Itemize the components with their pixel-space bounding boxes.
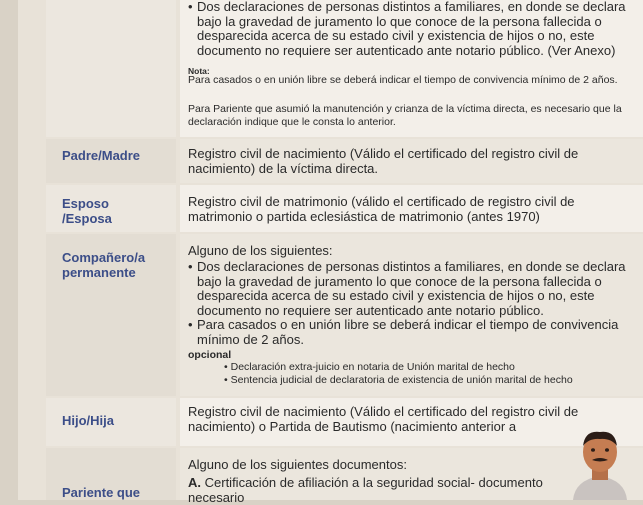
row-label: Hijo/Hija	[46, 398, 176, 446]
requirements-cell	[180, 0, 643, 137]
table-row-companero-permanente	[46, 234, 643, 396]
table-row-pariente	[46, 448, 643, 505]
list-item: • Sentencia judicial de declaratoria de existencia de unión marital de hecho	[224, 374, 573, 386]
note-text-2: Para Pariente que asumió la manutención y crianza de la víctima directa, es necesario que la declaración indique que le consta lo anterior.	[188, 103, 622, 128]
requirements-cell: Registro civil de nacimiento (Válido el certificado del registro civil de nacimiento) o Partida de Bautismo (nacimiento anterior a	[180, 398, 643, 446]
note-text-1: Para casados o en unión libre se deberá indicar el tiempo de convivencia mínimo de 2 años.	[188, 74, 618, 86]
requirements-cell: Alguno de los siguientes documentos: A. Certificación de afiliación a la seguridad social- documento necesario	[180, 448, 643, 500]
list-item: • Declaración extra-juicio en notaria de Unión marital de hecho	[224, 361, 515, 373]
requirements-cell: Registro civil de nacimiento (Válido el certificado del registro civil de nacimiento) de la víctima directa.	[180, 139, 643, 183]
requirements-cell	[180, 234, 643, 396]
list-item: • Dos declaraciones de personas distintos a familiares, en donde se declara bajo la gravedad de juramento lo que conoce de la persona fallecida o desparecida acerca de su estado civil y existencia de hijos o no, este documento no requiere ser autenticado ante notario público.	[188, 259, 626, 318]
table-row-padre-madre	[46, 139, 643, 183]
declaration-bullet-text: Dos declaraciones de personas distintos a familiares, en donde se declara bajo la gravedad de juramento lo que conoce de la persona fallecida o desparecida acerca de su estado civil y existencia de hijos o no, este documento no requiere ser autenticado ante notario público. (Ver Anexo)	[197, 0, 626, 58]
list-item: A. Certificación de afiliación a la seguridad social- documento necesario	[188, 475, 543, 505]
table-row-hijo-hija	[46, 398, 643, 446]
row-label-empty	[46, 0, 176, 137]
table-row-esposo-esposa	[46, 185, 643, 232]
note-title: Nota:	[188, 66, 210, 76]
table-row-continuation	[46, 0, 643, 137]
row-label: Padre/Madre	[46, 139, 176, 183]
man-illustration	[565, 430, 635, 500]
list-item: • Dos declaraciones de personas distintos a familiares, en donde se declara bajo la gravedad de juramento lo que conoce de la persona fallecida o desparecida acerca de su estado civil y existencia de hijos o no, este documento no requiere ser autenticado ante notario público. (Ver Anexo)	[188, 0, 626, 58]
document-page	[18, 0, 643, 505]
cell-intro: Alguno de los siguientes:	[188, 243, 333, 258]
row-label: Pariente que	[46, 448, 176, 500]
optional-title: opcional	[188, 349, 232, 361]
row-label: Esposo /Esposa	[46, 185, 176, 232]
requirements-cell: Registro civil de matrimonio (válido el certificado de registro civil de matrimonio o partida eclesiástica de matrimonio (antes 1970)	[180, 185, 643, 232]
row-label: Compañero/a permanente	[46, 234, 176, 396]
list-item: • Para casados o en unión libre se deberá indicar el tiempo de convivencia mínimo de 2 años.	[188, 317, 619, 347]
